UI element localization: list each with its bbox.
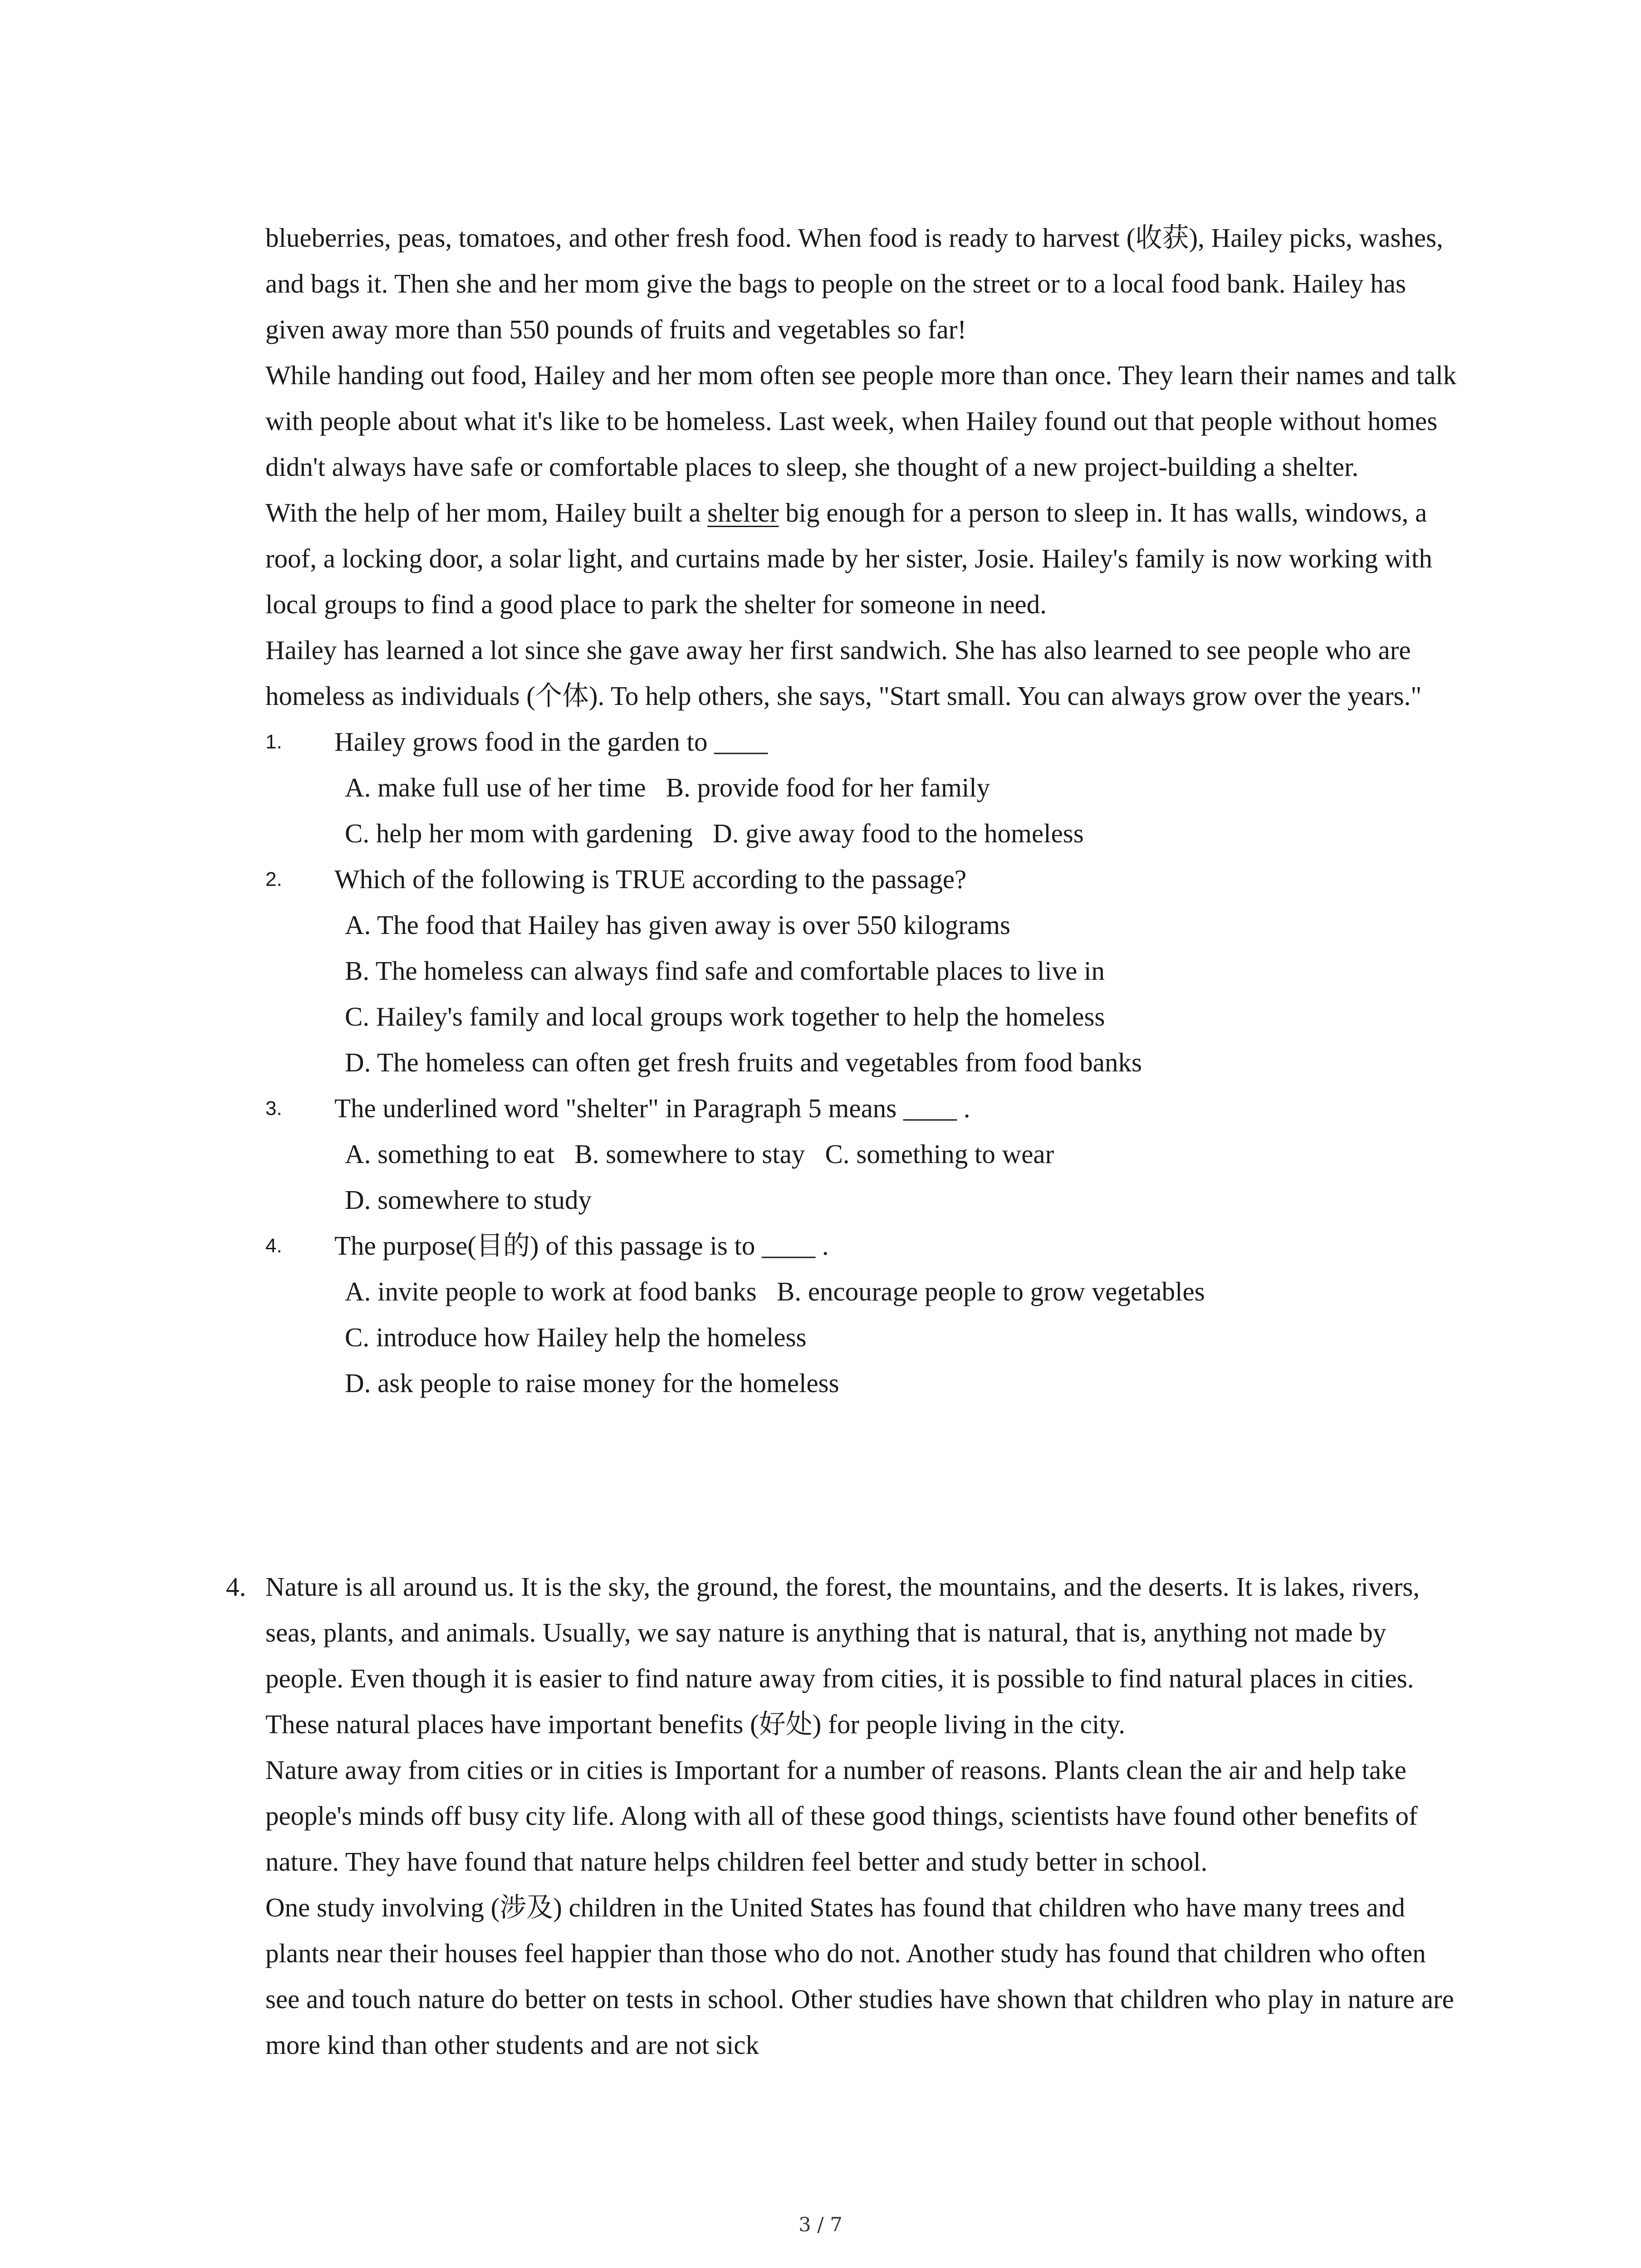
option-line: A. make full use of her time B. provide food for her family <box>345 772 990 802</box>
option-line: D. ask people to raise money for the homeless <box>345 1368 839 1398</box>
passage-1-paragraph-2: While handing out food, Hailey and her mom often see people more than once. They learn their names and talk with people about what it's like to be homeless. Last week, when Hailey found out that people without homes didn't always have safe or comfortable places to sleep, she thought of a new project-building a shelter. <box>265 360 1457 482</box>
question-2 <box>265 856 1463 1085</box>
question-number: 4. <box>265 1235 282 1257</box>
passage-2-paragraph-1: Nature is all around us. It is the sky, the ground, the forest, the mountains, and the deserts. It is lakes, rivers, seas, plants, and animals. Usually, we say nature is anything that is natural, that is, anything not made by people. Even though it is easier to find nature away from cities, it is possible to find natural places in cities. These natural places have important benefits (好处) for people living in the city. <box>265 1572 1420 1739</box>
option-line: A. invite people to work at food banks B. encourage people to grow vegetables <box>345 1276 1205 1306</box>
question-text: The purpose(目的) of this passage is to ____ . <box>334 1231 829 1261</box>
option-line: C. introduce how Hailey help the homeless <box>345 1322 807 1352</box>
paragraph-3-lead: With the help of her mom, Hailey built a <box>265 498 708 528</box>
option-line: D. The homeless can often get fresh fruits and vegetables from food banks <box>345 1047 1142 1077</box>
question-number: 2. <box>265 868 282 890</box>
option-line: A. something to eat B. somewhere to stay C. something to wear <box>345 1139 1054 1169</box>
passage-2 <box>265 1564 1463 2068</box>
passage-1-paragraph-1: blueberries, peas, tomatoes, and other fresh food. When food is ready to harvest (收获), Hailey picks, washes, and bags it. Then she and her mom give the bags to people on the street or to a local food bank. Hailey has given away more than 550 pounds of fruits and vegetables so far! <box>265 223 1443 344</box>
passage-2-paragraph-2: Nature away from cities or in cities is Important for a number of reasons. Plants clean the air and help take people's minds off busy city life. Along with all of these good things, scientists have found other benefits of nature. They have found that nature helps children feel better and study better in school. <box>265 1755 1418 1877</box>
question-3 <box>265 1085 1463 1223</box>
option-line: D. somewhere to study <box>345 1185 592 1215</box>
underlined-word-shelter: shelter <box>707 498 779 528</box>
question-stem <box>265 719 1463 765</box>
passage-1 <box>265 215 1463 1406</box>
question-1 <box>265 719 1463 856</box>
passage-1-paragraph-3 <box>265 490 1463 627</box>
question-stem <box>265 1223 1463 1269</box>
passage-2-paragraph-3: One study involving (涉及) children in the United States has found that children who have many trees and plants near their houses feel happier than those who do not. Another study has found that children who often see and touch nature do better on tests in school. Other studies have shown that children who play in nature are more kind than other students and are not sick <box>265 1892 1454 2060</box>
page-number: 3 / 7 <box>798 2214 843 2236</box>
option-line: B. The homeless can always find safe and comfortable places to live in <box>345 956 1105 986</box>
passage-1-paragraph-4: Hailey has learned a lot since she gave away her first sandwich. She has also learned to see people who are homeless as individuals (个体). To help others, she says, "Start small. You can always grow over the years." <box>265 635 1422 711</box>
option-line: C. help her mom with gardening D. give away food to the homeless <box>345 818 1084 848</box>
question-number: 3. <box>265 1097 282 1119</box>
question-stem <box>265 1085 1463 1131</box>
question-4 <box>265 1223 1463 1406</box>
question-stem <box>265 856 1463 902</box>
passage-2-number: 4. <box>226 1572 246 1602</box>
paragraph-3-rest: big enough for a person to sleep in. It has walls, windows, a roof, a locking door, a solar light, and curtains made by her sister, Josie. Hailey's family is now working with local groups to find a good place to park the shelter for someone in need. <box>265 498 1432 619</box>
question-number: 1. <box>265 731 282 753</box>
option-line: C. Hailey's family and local groups work together to help the homeless <box>345 1002 1105 1031</box>
question-text: Which of the following is TRUE according to the passage? <box>334 864 967 894</box>
question-text: Hailey grows food in the garden to ____ <box>334 727 768 757</box>
option-line: A. The food that Hailey has given away is over 550 kilograms <box>345 910 1011 940</box>
question-text: The underlined word "shelter" in Paragraph 5 means ____ . <box>334 1093 970 1123</box>
